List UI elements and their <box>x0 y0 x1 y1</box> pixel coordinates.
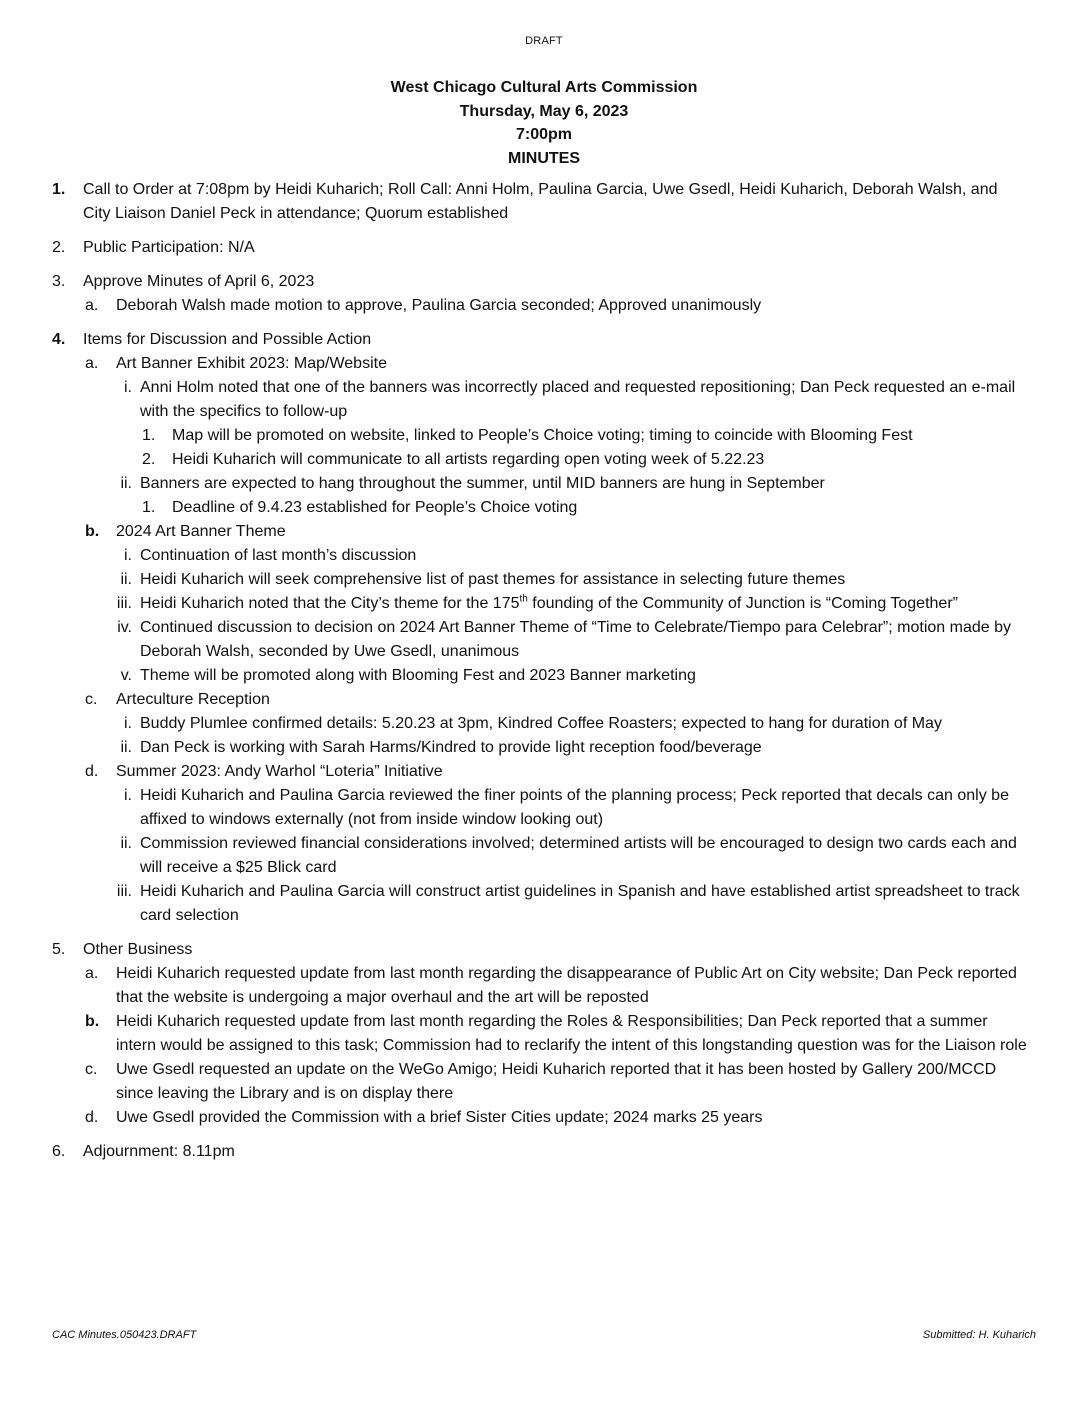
sub-item-4b-v <box>0 664 1088 688</box>
item-number: ii. <box>120 835 132 852</box>
item-number: c. <box>85 1061 98 1078</box>
sub-item-4d-i <box>0 784 1088 832</box>
item-text-part: Heidi Kuharich noted that the City’s theme for the 175 <box>140 595 520 612</box>
item-text: Heidi Kuharich will seek comprehensive list of past themes for assistance in selecting future themes <box>140 571 846 588</box>
item-number: i. <box>124 379 132 396</box>
item-text: 2024 Art Banner Theme <box>116 523 286 540</box>
item-text: Continuation of last month’s discussion <box>140 547 417 564</box>
item-number: d. <box>85 1109 99 1126</box>
meeting-date: Thursday, May 6, 2023 <box>459 102 629 120</box>
sub-item-5a <box>0 962 1088 1010</box>
item-number: c. <box>85 691 98 708</box>
sub-item-4a-ii <box>0 472 1088 496</box>
footer-document-id: CAC Minutes.050423.DRAFT <box>52 1329 197 1341</box>
item-number: ii. <box>120 475 132 492</box>
item-number: iv. <box>117 619 132 636</box>
sub-item-4a-ii-1 <box>0 496 1088 520</box>
item-text: Arteculture Reception <box>116 691 270 708</box>
item-number: i. <box>124 547 132 564</box>
item-number: b. <box>85 1013 100 1030</box>
item-text: Uwe Gsedl requested an update on the WeGo Amigo; Heidi Kuharich reported that it has been hosted by Gallery 200/MCCD since leaving the Library and is on display there <box>116 1061 997 1102</box>
item-text: Approve Minutes of April 6, 2023 <box>83 273 315 290</box>
item-number: i. <box>124 787 132 804</box>
item-number: a. <box>85 297 99 314</box>
item-text: Adjournment: 8.11pm <box>83 1143 235 1160</box>
item-text: Public Participation: N/A <box>83 239 255 256</box>
sub-item-4a-i-2 <box>0 448 1088 472</box>
agenda-item-4 <box>0 328 1088 352</box>
item-text: Summer 2023: Andy Warhol “Loteria” Initiative <box>116 763 443 780</box>
item-text <box>140 592 1028 616</box>
item-text: Heidi Kuharich and Paulina Garcia will construct artist guidelines in Spanish and have established artist spreadsheet to track card selection <box>140 883 1020 924</box>
sub-item-4c <box>0 688 1088 712</box>
sub-item-4b-i <box>0 544 1088 568</box>
sub-item-5c <box>0 1058 1088 1106</box>
sub-item-4d-ii <box>0 832 1088 880</box>
item-number: a. <box>85 355 99 372</box>
draft-label: DRAFT <box>525 35 563 47</box>
item-text: Dan Peck is working with Sarah Harms/Kindred to provide light reception food/beverage <box>140 739 762 756</box>
agenda-item-2 <box>0 236 1088 260</box>
footer-submitted-by: Submitted: H. Kuharich <box>922 1329 1036 1341</box>
document-header <box>0 76 1088 170</box>
item-number: 1. <box>142 499 156 516</box>
item-text: Buddy Plumlee confirmed details: 5.20.23 at 3pm, Kindred Coffee Roasters; expected to hang for duration of May <box>140 715 942 732</box>
item-text: Heidi Kuharich requested update from last month regarding the Roles & Responsibilities; Dan Peck reported that a summer intern would be assigned to this task; Commission had to reclarify the intent of this longstanding question was for the Liaison role <box>116 1013 1027 1054</box>
item-number: 2. <box>142 451 156 468</box>
sub-item-4b-iii <box>0 592 1088 616</box>
sub-item-5d <box>0 1106 1088 1130</box>
sub-item-5b <box>0 1010 1088 1058</box>
item-number: ii. <box>120 739 132 756</box>
item-text: Deadline of 9.4.23 established for People’s Choice voting <box>172 499 578 516</box>
organization-name: West Chicago Cultural Arts Commission <box>390 79 698 96</box>
sub-item-4a-i-1 <box>0 424 1088 448</box>
item-text: Map will be promoted on website, linked to People’s Choice voting; timing to coincide with Blooming Fest <box>172 427 913 444</box>
item-number: 2. <box>52 239 66 256</box>
sub-item-4c-ii <box>0 736 1088 760</box>
sub-item-4d <box>0 760 1088 784</box>
item-text: Theme will be promoted along with Blooming Fest and 2023 Banner marketing <box>140 667 696 684</box>
item-text: Uwe Gsedl provided the Commission with a brief Sister Cities update; 2024 marks 25 years <box>116 1109 763 1126</box>
item-text: Banners are expected to hang throughout the summer, until MID banners are hung in September <box>140 475 825 492</box>
item-number: 6. <box>52 1143 66 1160</box>
item-number: 3. <box>52 273 66 290</box>
item-number: 1. <box>52 181 66 198</box>
item-text: Items for Discussion and Possible Action <box>83 331 372 348</box>
item-number: a. <box>85 965 99 982</box>
item-text: Heidi Kuharich will communicate to all artists regarding open voting week of 5.22.23 <box>172 451 765 468</box>
item-number: i. <box>124 715 132 732</box>
agenda-item-3 <box>0 270 1088 294</box>
sub-item-3a <box>0 294 1088 318</box>
item-text: Art Banner Exhibit 2023: Map/Website <box>116 355 387 372</box>
item-number: d. <box>85 763 99 780</box>
item-text: Other Business <box>83 941 193 958</box>
item-text-part: founding of the Community of Junction is “Coming Together” <box>527 595 958 612</box>
item-text: Deborah Walsh made motion to approve, Paulina Garcia seconded; Approved unanimously <box>116 297 762 314</box>
sub-item-4a <box>0 352 1088 376</box>
meeting-time: 7:00pm <box>515 126 573 143</box>
item-text: Heidi Kuharich requested update from last month regarding the disappearance of Public Art on City website; Dan Peck reported that the website is undergoing a major overhaul and the art will be reposted <box>116 965 1017 1006</box>
item-text: Commission reviewed financial considerations involved; determined artists will be encouraged to design two cards each and will receive a $25 Blick card <box>140 835 1017 876</box>
item-text: Anni Holm noted that one of the banners was incorrectly placed and requested repositioning; Dan Peck requested an e-mail with the specifics to follow-up <box>140 379 1016 420</box>
item-number: 4. <box>52 331 66 348</box>
agenda-item-1 <box>0 178 1088 226</box>
sub-item-4c-i <box>0 712 1088 736</box>
item-number: v. <box>120 667 132 684</box>
item-text: Continued discussion to decision on 2024 Art Banner Theme of “Time to Celebrate/Tiempo para Celebrar”; motion made by Deborah Walsh, seconded by Uwe Gsedl, unanimous <box>140 619 1011 660</box>
sub-item-4b-ii <box>0 568 1088 592</box>
ordinal-suffix: th <box>519 593 528 605</box>
sub-item-4a-i <box>0 376 1088 424</box>
item-number: 1. <box>142 427 156 444</box>
agenda-item-5 <box>0 938 1088 962</box>
agenda-item-6 <box>0 1140 1088 1164</box>
item-number: ii. <box>120 571 132 588</box>
sub-item-4b-iv <box>0 616 1088 664</box>
minutes-body <box>0 178 1088 1164</box>
item-number: iii. <box>116 883 132 900</box>
item-number: 5. <box>52 941 66 958</box>
item-number: iii. <box>116 595 132 612</box>
sub-item-4d-iii <box>0 880 1088 928</box>
item-number: b. <box>85 523 100 540</box>
item-text: Call to Order at 7:08pm by Heidi Kuharich; Roll Call: Anni Holm, Paulina Garcia, Uwe Gsedl, Heidi Kuharich, Deborah Walsh, and City Liaison Daniel Peck in attendance; Quorum established <box>83 181 998 222</box>
item-text: Heidi Kuharich and Paulina Garcia reviewed the finer points of the planning process; Peck reported that decals can only be affixed to windows externally (not from inside window looking out) <box>140 787 1009 828</box>
document-type: MINUTES <box>508 149 580 167</box>
sub-item-4b <box>0 520 1088 544</box>
